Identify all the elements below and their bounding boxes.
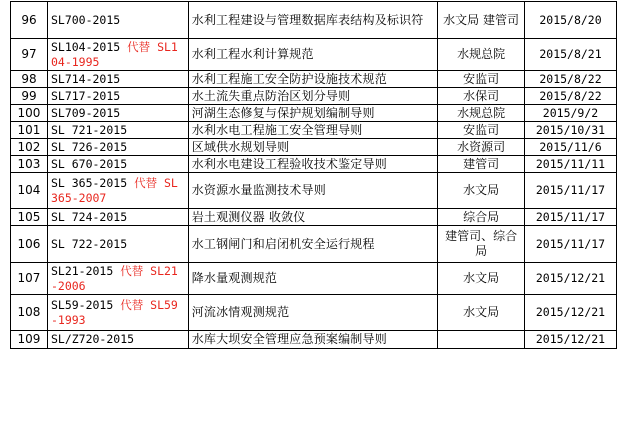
release-date: 2015/9/2: [525, 105, 617, 122]
row-number: 106: [11, 226, 48, 263]
release-date: 2015/8/21: [525, 39, 617, 71]
department: 综合局: [438, 209, 525, 226]
row-number: 101: [11, 122, 48, 139]
standard-code-cell: [47, 173, 188, 209]
standard-name: 水利工程施工安全防护设施技术规范: [188, 71, 437, 88]
replaces-standard: 代替 SL21-2006: [50, 263, 178, 293]
release-date: 2015/8/20: [525, 2, 617, 39]
department: 建管司: [438, 156, 525, 173]
release-date: 2015/11/17: [525, 173, 617, 209]
table-row: [11, 88, 617, 105]
release-date: 2015/8/22: [525, 71, 617, 88]
standard-code: SL 721-2015: [50, 122, 128, 137]
department: 水文局: [438, 173, 525, 209]
release-date: 2015/12/21: [525, 263, 617, 295]
standard-name: 水利工程水利计算规范: [188, 39, 437, 71]
standard-code: SL700-2015: [50, 12, 121, 27]
standard-name: 河湖生态修复与保护规划编制导则: [188, 105, 437, 122]
standard-code: SL709-2015: [50, 105, 121, 120]
row-number: 104: [11, 173, 48, 209]
standard-name: 河流冰情观测规范: [188, 295, 437, 331]
row-number: 108: [11, 295, 48, 331]
release-date: 2015/10/31: [525, 122, 617, 139]
table-row: [11, 173, 617, 209]
department: 水文局: [438, 295, 525, 331]
standard-code-cell: [47, 295, 188, 331]
department: 水文局: [438, 263, 525, 295]
table-row: [11, 331, 617, 349]
department: 安监司: [438, 71, 525, 88]
department: [438, 331, 525, 349]
standard-code: SL714-2015: [50, 71, 121, 86]
replaces-standard: 代替 SL104-1995: [50, 39, 178, 69]
table-row: [11, 156, 617, 173]
table-row: [11, 209, 617, 226]
standard-name: 水工钢闸门和启闭机安全运行规程: [188, 226, 437, 263]
standards-table: [10, 1, 617, 349]
release-date: 2015/8/22: [525, 88, 617, 105]
department: 建管司、综合局: [438, 226, 525, 263]
table-row: [11, 295, 617, 331]
standard-code: SL 726-2015: [50, 139, 128, 154]
standard-code: SL 365-2015: [50, 175, 128, 190]
department: 安监司: [438, 122, 525, 139]
row-number: 107: [11, 263, 48, 295]
row-number: 98: [11, 71, 48, 88]
row-number: 105: [11, 209, 48, 226]
table-row: [11, 122, 617, 139]
standard-code: SL/Z720-2015: [50, 332, 135, 346]
department: 水保司: [438, 88, 525, 105]
table-row: [11, 226, 617, 263]
release-date: 2015/12/21: [525, 295, 617, 331]
row-number: 96: [11, 2, 48, 39]
standard-code-cell: [47, 71, 188, 88]
standard-code: SL 670-2015: [50, 156, 128, 171]
table-row: [11, 2, 617, 39]
standard-code-cell: [47, 139, 188, 156]
standard-name: 水利水电建设工程验收技术鉴定导则: [188, 156, 437, 173]
standard-code: SL717-2015: [50, 88, 121, 103]
release-date: 2015/12/21: [525, 331, 617, 349]
release-date: 2015/11/6: [525, 139, 617, 156]
standard-code: SL 724-2015: [50, 209, 128, 224]
row-number: 100: [11, 105, 48, 122]
standard-name: 水资源水量监测技术导则: [188, 173, 437, 209]
standard-code-cell: [47, 122, 188, 139]
replaces-standard: 代替 SL59-1993: [50, 297, 178, 327]
standard-code: SL104-2015: [50, 39, 121, 54]
standard-code: SL 722-2015: [50, 236, 128, 251]
row-number: 99: [11, 88, 48, 105]
department: 水资源司: [438, 139, 525, 156]
table-row: [11, 71, 617, 88]
release-date: 2015/11/17: [525, 226, 617, 263]
release-date: 2015/11/11: [525, 156, 617, 173]
table-row: [11, 105, 617, 122]
row-number: 109: [11, 331, 48, 349]
standard-name: 区域供水规划导则: [188, 139, 437, 156]
department: 水文局 建管司: [438, 2, 525, 39]
replaces-standard: 代替 SL 365-2007: [50, 175, 178, 205]
department: 水规总院: [438, 105, 525, 122]
standard-code: SL59-2015: [50, 297, 114, 312]
standard-code-cell: [47, 105, 188, 122]
standard-code-cell: [47, 156, 188, 173]
standard-code-cell: [47, 2, 188, 39]
standard-name: 水利水电工程施工安全管理导则: [188, 122, 437, 139]
standard-code: SL21-2015: [50, 263, 114, 278]
standard-code-cell: [47, 331, 188, 349]
standard-code-cell: [47, 39, 188, 71]
table-row: [11, 263, 617, 295]
standard-code-cell: [47, 226, 188, 263]
standard-name: 岩土观测仪器 收敛仪: [188, 209, 437, 226]
row-number: 97: [11, 39, 48, 71]
standard-name: 降水量观测规范: [188, 263, 437, 295]
department: 水规总院: [438, 39, 525, 71]
table-row: [11, 39, 617, 71]
standard-code-cell: [47, 88, 188, 105]
standard-code-cell: [47, 263, 188, 295]
standard-name: 水土流失重点防治区划分导则: [188, 88, 437, 105]
standard-code-cell: [47, 209, 188, 226]
standard-name: 水库大坝安全管理应急预案编制导则: [188, 331, 437, 349]
standard-name: 水利工程建设与管理数据库表结构及标识符: [188, 2, 437, 39]
table-row: [11, 139, 617, 156]
row-number: 103: [11, 156, 48, 173]
release-date: 2015/11/17: [525, 209, 617, 226]
row-number: 102: [11, 139, 48, 156]
